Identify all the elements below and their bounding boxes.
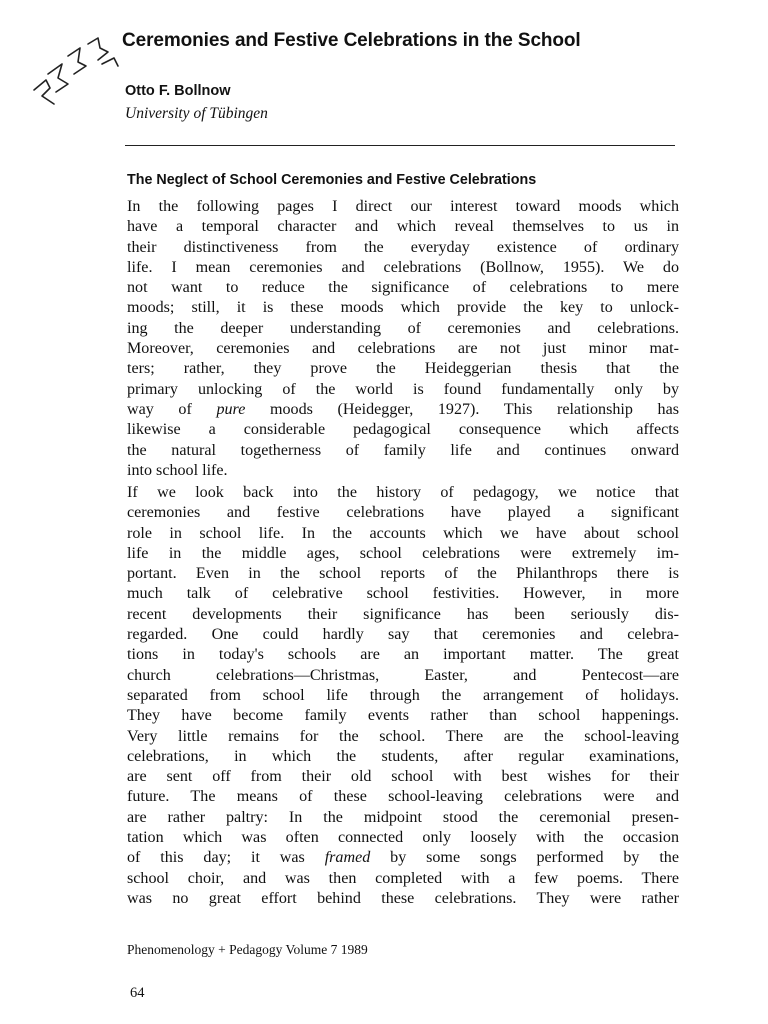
article-title: Ceremonies and Festive Celebrations in the School — [122, 30, 581, 51]
text-line: likewise a considerable pedagogical consequence which affects — [127, 421, 679, 439]
text-line: primary unlocking of the world is found fundamentally only by — [127, 380, 679, 398]
text-line: They have become family events rather than school happenings. — [127, 707, 679, 725]
journal-footer: Phenomenology + Pedagogy Volume 7 1989 — [127, 942, 368, 957]
text-line: was no great effort behind these celebrations. They were rather — [127, 889, 679, 907]
text-line: their distinctiveness from the everyday existence of ordinary — [127, 238, 679, 256]
text-line: role in school life. In the accounts which we have about school — [127, 524, 679, 542]
text-line: recent developments their significance has been seriously dis- — [127, 605, 679, 623]
text-line: school choir, and was then completed with a few poems. There — [127, 869, 679, 887]
author-affiliation: University of Tübingen — [125, 105, 268, 122]
text-line: moods; still, it is these moods which provide the key to unlock- — [127, 299, 679, 317]
text-line: ters; rather, they prove the Heideggerian thesis that the — [127, 360, 679, 378]
text-line: tation which was often connected only loosely with the occasion — [127, 829, 679, 847]
divider-rule — [125, 145, 675, 146]
text-line: are rather paltry: In the midpoint stood the ceremonial presen- — [127, 808, 679, 826]
text-line: In the following pages I direct our interest toward moods which — [127, 198, 679, 215]
text-line: of this day; it was framed by some songs performed by the — [127, 849, 679, 867]
text-line: are sent off from their old school with best wishes for their — [127, 768, 679, 786]
text-line: celebrations, in which the students, after regular examinations, — [127, 747, 679, 765]
text-line: the natural togetherness of family life and continues onward — [127, 441, 679, 459]
text-line: If we look back into the history of pedagogy, we notice that — [127, 484, 679, 501]
text-line: portant. Even in the school reports of the Philanthrops there is — [127, 565, 679, 583]
text-line: church celebrations—Christmas, Easter, and Pentecost—are — [127, 666, 679, 684]
text-line: life. I mean ceremonies and celebrations (Bollnow, 1955). We do — [127, 258, 679, 276]
paragraph-1 — [127, 197, 679, 481]
text-line: life in the middle ages, school celebrations were extremely im- — [127, 544, 679, 562]
text-line: much talk of celebrative school festivities. However, in more — [127, 585, 679, 603]
text-line: have a temporal character and which reveal themselves to us in — [127, 218, 679, 236]
section-heading: The Neglect of School Ceremonies and Festive Celebrations — [127, 172, 537, 188]
text-line: ing the deeper understanding of ceremonies and celebrations. — [127, 319, 679, 337]
author-name: Otto F. Bollnow — [125, 83, 231, 99]
text-line: Very little remains for the school. There are the school-leaving — [127, 727, 679, 745]
handwritten-scribble-icon — [28, 34, 124, 114]
page-number: 64 — [130, 985, 145, 1001]
text-line: way of pure moods (Heidegger, 1927). This relationship has — [127, 400, 679, 418]
text-line: tions in today's schools are an important matter. The great — [127, 646, 679, 664]
text-line: regarded. One could hardly say that ceremonies and celebra- — [127, 626, 679, 644]
text-line: future. The means of these school-leaving celebrations were and — [127, 788, 679, 806]
text-line: Moreover, ceremonies and celebrations are not just minor mat- — [127, 340, 679, 358]
text-line: into school life. — [127, 461, 228, 479]
text-line: ceremonies and festive celebrations have played a significant — [127, 504, 679, 522]
text-line: separated from school life through the arrangement of holidays. — [127, 686, 679, 704]
text-line: not want to reduce the significance of celebrations to mere — [127, 279, 679, 297]
paragraph-2 — [127, 483, 679, 909]
